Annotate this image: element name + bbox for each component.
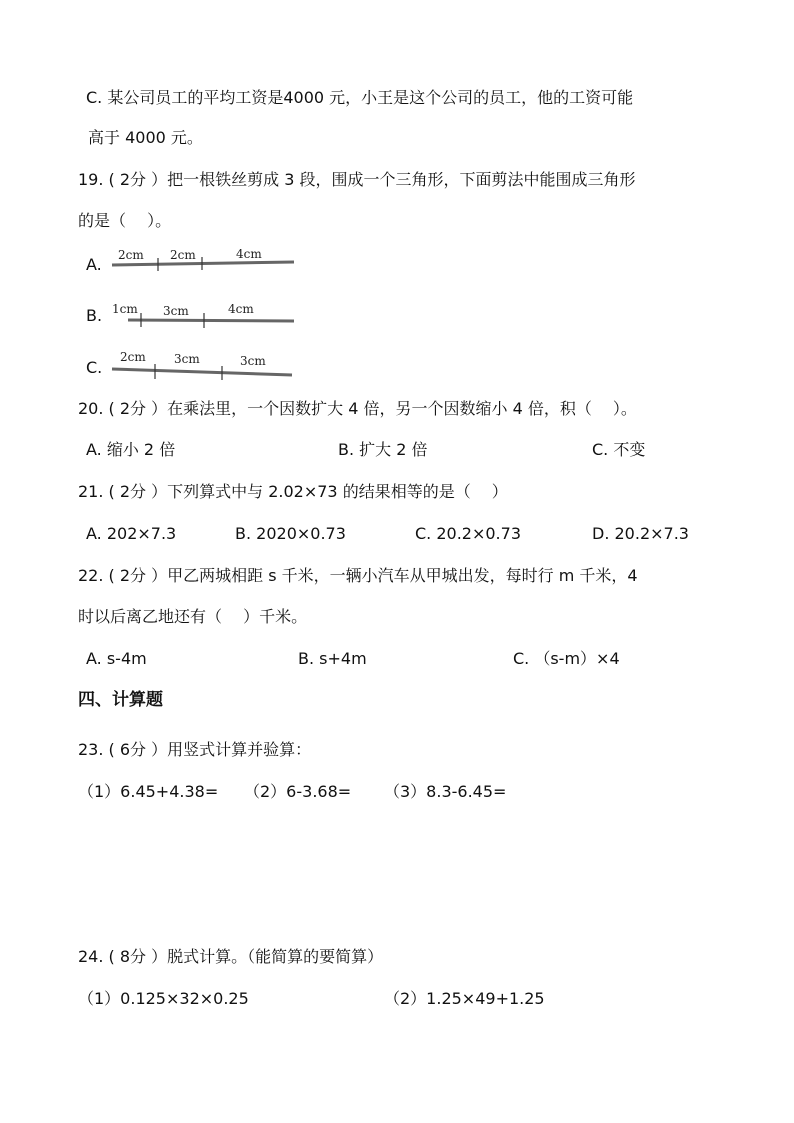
section-4-title: 四、计算题 (78, 690, 163, 710)
q19-stem-line1: 19. ( 2分 ）把一根铁丝剪成 3 段，围成一个三角形，下面剪法中能围成三角形 (78, 170, 636, 189)
q20-option-a[interactable]: A. 缩小 2 倍 (86, 440, 176, 459)
q19-option-a-seg1-label: 2cm (118, 248, 144, 262)
q19-option-c-seg1-label: 2cm (120, 350, 146, 364)
q22-option-b[interactable]: B. s+4m (298, 649, 367, 668)
q22-option-c[interactable]: C. （s-m）×4 (513, 649, 620, 668)
q19-option-b-seg3-label: 4cm (228, 302, 254, 316)
q19-option-c-label[interactable]: C. (86, 358, 103, 377)
q24-item-1: （1）0.125×32×0.25 (78, 989, 249, 1008)
q21-stem: 21. ( 2分 ）下列算式中与 2.02×73 的结果相等的是（ ） (78, 482, 508, 501)
q24-stem: 24. ( 8分 ）脱式计算。（能简算的要简算） (78, 947, 384, 966)
q19-option-b-seg2-label: 3cm (163, 304, 189, 318)
q19-option-b-label[interactable]: B. (86, 306, 103, 325)
prev-option-c-line2: 高于 4000 元。 (88, 128, 203, 147)
q22-stem-line1: 22. ( 2分 ）甲乙两城相距 s 千米，一辆小汽车从甲城出发，每时行 m 千米，4 (78, 566, 638, 585)
q19-option-c-seg3-label: 3cm (240, 354, 266, 368)
prev-option-c-line1: C. 某公司员工的平均工资是4000 元，小王是这个公司的员工，他的工资可能 (86, 88, 634, 107)
q23-item-3: （3）8.3-6.45= (384, 782, 507, 801)
q19-option-c-wire (112, 369, 292, 375)
q19-option-b-segment-figure (108, 298, 308, 328)
q19-option-b-seg1-label: 1cm (112, 302, 138, 316)
q22-stem-line2: 时以后离乙地还有（ ）千米。 (78, 607, 308, 626)
q23-item-1: （1）6.45+4.38= (78, 782, 219, 801)
q19-stem-line2: 的是（ ）。 (78, 211, 172, 230)
q19-option-c-seg2-label: 3cm (174, 352, 200, 366)
q19-option-a-label[interactable]: A. (86, 255, 102, 274)
q21-option-a[interactable]: A. 202×7.3 (86, 524, 177, 543)
q23-stem: 23. ( 6分 ）用竖式计算并验算： (78, 740, 312, 759)
q19-option-a-wire (112, 262, 294, 265)
q20-stem: 20. ( 2分 ）在乘法里，一个因数扩大 4 倍，另一个因数缩小 4 倍，积（ ）。 (78, 399, 637, 418)
q19-option-a-seg2-label: 2cm (170, 248, 196, 262)
q22-option-a[interactable]: A. s-4m (86, 649, 147, 668)
q19-option-c-segment-figure (108, 348, 308, 380)
q21-option-d[interactable]: D. 20.2×7.3 (592, 524, 689, 543)
q21-option-b[interactable]: B. 2020×0.73 (235, 524, 346, 543)
q19-option-a-segment-figure (108, 246, 308, 274)
q20-option-b[interactable]: B. 扩大 2 倍 (338, 440, 428, 459)
q21-option-c[interactable]: C. 20.2×0.73 (415, 524, 521, 543)
q19-option-b-wire (128, 320, 294, 321)
q20-option-c[interactable]: C. 不变 (592, 440, 646, 459)
q24-item-2: （2）1.25×49+1.25 (384, 989, 545, 1008)
q23-item-2: （2）6-3.68= (244, 782, 352, 801)
q19-option-a-seg3-label: 4cm (236, 247, 262, 261)
